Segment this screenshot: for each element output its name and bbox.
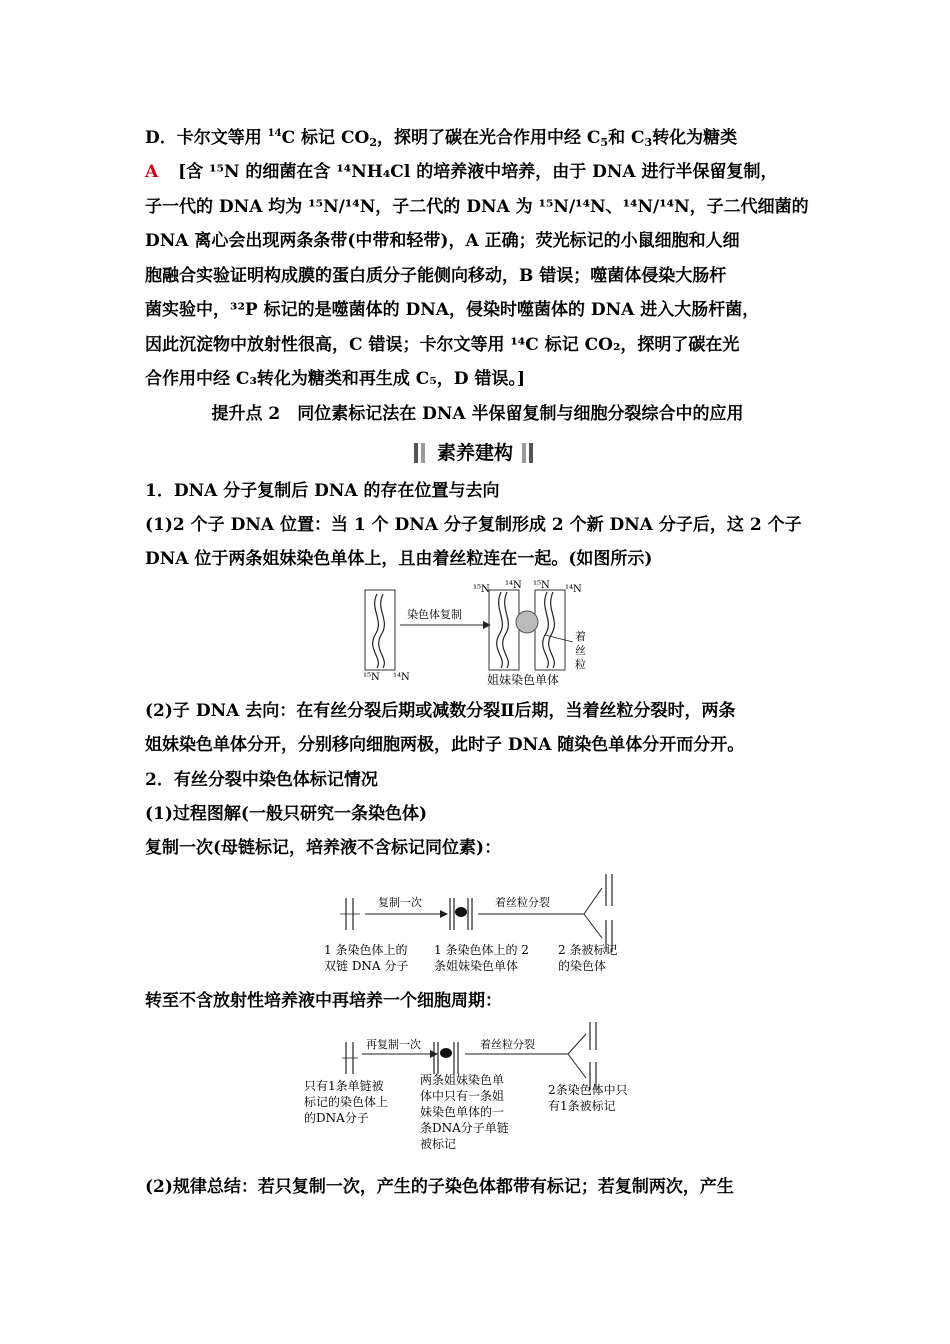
caption3-b-line3: 妹染色单体的一 [420,1105,505,1119]
para-3: (1)过程图解(一般只研究一条染色体) [145,804,428,824]
para-6: (2)规律总结：若只复制一次，产生的子染色体都带有标记；若复制两次，产生 [145,1177,734,1197]
svg-text:¹⁵N: ¹⁵N [473,584,490,595]
caption-a-line1: 1 条染色体上的 [324,943,408,957]
caption-a-line2: 双链 DNA 分子 [324,959,409,973]
caption3-b-line1: 两条姐妹染色单 [420,1073,505,1087]
answer-letter: A [145,162,159,182]
svg-text:¹⁵N: ¹⁵N [533,580,550,591]
para-5: 转至不含放射性培养液中再培养一个细胞周期： [145,991,502,1011]
caption-sister-chromatids: 姐妹染色单体 [487,673,560,687]
figure-chromosome-replication [355,580,605,690]
centromere-char-1: 着 [575,630,586,643]
caption3-b-line2: 体中只有一条姐 [420,1089,505,1103]
para-1a: (1)2 个子 DNA 位置：当 1 个 DNA 分子复制形成 2 个新 DNA 分子后，这 2 个子 [145,515,802,535]
caption3-c-line1: 2条染色体中只 [548,1083,628,1097]
para-4: 复制一次(母链标记，培养液不含标记同位素)： [145,838,502,858]
caption-b-line2: 条姐妹染色单体 [434,959,519,973]
section-title: 提升点 2 同位素标记法在 DNA 半保留复制与细胞分裂综合中的应用 [211,404,744,424]
heading-1: 1．DNA 分子复制后 DNA 的存在位置与去向 [145,481,500,501]
caption3-a-line1: 只有1条单链被 [304,1079,384,1093]
centromere-char-2: 丝 [575,644,586,657]
option-d-line: D．卡尔文等用 $^{14}$C 标记 $CO_2$，探明了碳在光合作用中经 $C_5$和 $C_3$转化为糖类 [145,128,738,149]
arrow-label-centromere-split-1: 着丝粒分裂 [495,896,550,909]
para-2b: 姐妹染色单体分开，分别移向细胞两极，此时子 DNA 随染色单体分开而分开。 [145,735,745,755]
para-1b: DNA 位于两条姐妹染色单体上，且由着丝粒连在一起。(如图所示) [145,549,653,569]
caption3-b-line5: 被标记 [420,1137,457,1151]
arrow-label-replicate-again: 再复制一次 [366,1038,421,1051]
caption3-a-line2: 标记的染色体上 [304,1095,389,1109]
answer-line-4: 胞融合实验证明构成膜的蛋白质分子能侧向移动，B 错误；噬菌体侵染大肠杆 [145,266,727,286]
answer-line-7: 合作用中经 C₃转化为糖类和再生成 C₅，D 错误。] [145,369,525,389]
answer-line-5: 菌实验中，³²P 标记的是噬菌体的 DNA，侵染时噬菌体的 DNA 进入大肠杆菌， [145,300,760,320]
heading-2: 2．有丝分裂中染色体标记情况 [145,770,378,790]
answer-line-3: DNA 离心会出现两条条带(中带和轻带)，A 正确；荧光标记的小鼠细胞和人细 [145,231,740,251]
caption3-c-line2: 有1条被标记 [548,1099,616,1113]
arrow-label-replicate-once: 复制一次 [378,896,422,909]
arrow-label-centromere-split-2: 着丝粒分裂 [480,1038,535,1051]
caption-b-line1: 1 条染色体上的 2 [434,943,529,957]
label-14n-left: ¹⁴N [393,672,410,683]
literacy-banner: 素养建构 [410,440,540,466]
caption3-a-line3: 的DNA分子 [304,1111,369,1125]
caption-c-line2: 的染色体 [558,959,607,973]
answer-line-6: 因此沉淀物中放射性很高，C 错误；卡尔文等用 ¹⁴C 标记 CO₂，探明了碳在光 [145,335,740,355]
caption-c-line1: 2 条被标记 [558,943,618,957]
label-15n-left: ¹⁵N [363,672,380,683]
para-2a: (2)子 DNA 去向：在有丝分裂后期或减数分裂Ⅱ后期，当着丝粒分裂时，两条 [145,701,736,721]
arrow-label-replication: 染色体复制 [407,608,462,621]
answer-line-1: A [含 ¹⁵N 的细菌在含 ¹⁴NH₄Cl 的培养液中培养，由于 DNA 进行半保留复制， [145,162,778,182]
svg-text:¹⁴N: ¹⁴N [565,584,582,595]
figure-replicate-once [320,868,650,978]
svg-text:¹⁴N: ¹⁴N [505,580,522,591]
figure-replicate-again [300,1020,660,1160]
centromere-char-3: 粒 [575,658,586,671]
answer-line-2: 子一代的 DNA 均为 ¹⁵N/¹⁴N，子二代的 DNA 为 ¹⁵N/¹⁴N、¹⁴N/¹⁴N，子二代细菌的 [145,197,809,217]
caption3-b-line4: 条DNA分子单链 [420,1121,509,1135]
